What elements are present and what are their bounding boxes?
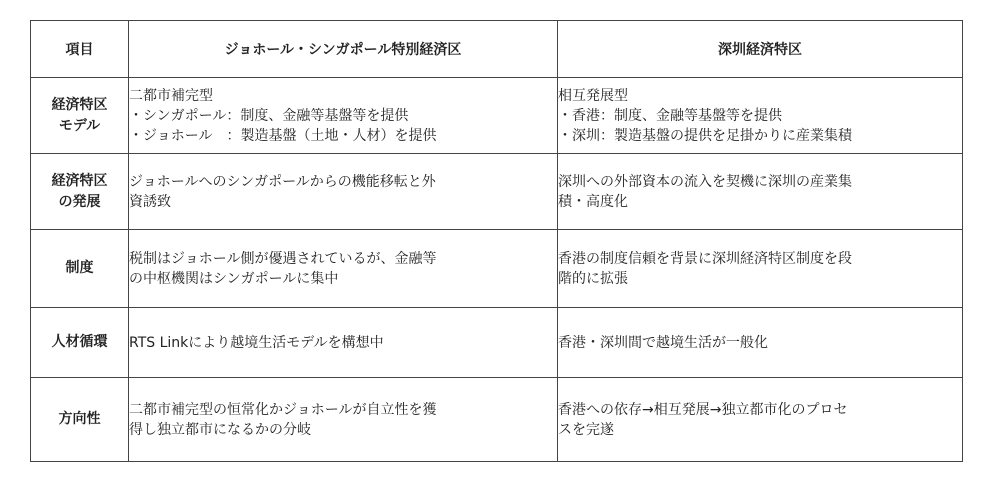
row-label-line: 方向性	[58, 411, 101, 427]
johor-cell	[129, 230, 558, 308]
cell-line: 二都市補完型の恒常化かジョホールが自立性を獲	[129, 401, 437, 418]
cell-line: 相互発展型	[558, 87, 628, 104]
shenzhen-cell	[558, 230, 963, 308]
table-row	[31, 378, 963, 462]
row-label	[31, 230, 129, 308]
header-item: 項目	[31, 21, 129, 78]
table-row	[31, 230, 963, 308]
cell-line: 資誘致	[129, 193, 171, 210]
cell-line: スを完遂	[558, 421, 614, 438]
row-label-line: 経済特区	[51, 172, 108, 189]
cell-line: 二都市補完型	[129, 87, 213, 104]
cell-line: 香港の制度信頼を背景に深圳経済特区制度を段	[558, 250, 852, 267]
johor-cell	[129, 154, 558, 230]
table-row	[31, 78, 963, 154]
cell-line: ・シンガポール：制度、金融等基盤等を提供	[129, 107, 409, 124]
cell-line: ・香港：制度、金融等基盤等を提供	[558, 107, 782, 124]
row-label-line: 人材循環	[51, 334, 108, 350]
johor-cell	[129, 78, 558, 154]
shenzhen-cell	[558, 78, 963, 154]
shenzhen-cell	[558, 154, 963, 230]
cell-line: ジョホールへのシンガポールからの機能移転と外	[129, 173, 436, 190]
table-row	[31, 154, 963, 230]
row-label-line: の発展	[58, 193, 101, 210]
row-label-line: モデル	[58, 117, 101, 134]
row-label-line: 経済特区	[51, 96, 108, 113]
shenzhen-cell	[558, 308, 963, 378]
row-label-line: 制度	[65, 260, 94, 276]
table-row	[31, 308, 963, 378]
header-johor-singapore: ジョホール・シンガポール特別経済区	[129, 21, 558, 78]
cell-line: 税制はジョホール側が優遇されているが、金融等	[129, 250, 437, 267]
header-row	[31, 21, 963, 78]
cell-line: の中枢機関はシンガポールに集中	[129, 270, 339, 287]
johor-cell	[129, 378, 558, 462]
row-label	[31, 308, 129, 378]
cell-line: 得し独立都市になるかの分岐	[129, 421, 311, 438]
cell-line: ・ジョホール ：製造基盤（土地・人材）を提供	[129, 127, 437, 144]
comparison-table	[30, 20, 963, 462]
row-label	[31, 154, 129, 230]
cell-line: 積・高度化	[558, 193, 628, 210]
shenzhen-cell	[558, 378, 963, 462]
cell-line: 深圳への外部資本の流入を契機に深圳の産業集	[558, 173, 852, 190]
row-label	[31, 378, 129, 462]
cell-line: RTS Linkにより越境生活モデルを構想中	[129, 334, 384, 351]
header-shenzhen: 深圳経済特区	[558, 21, 963, 78]
cell-line: ・深圳：製造基盤の提供を足掛かりに産業集積	[558, 127, 852, 144]
johor-cell	[129, 308, 558, 378]
row-label	[31, 78, 129, 154]
cell-line: 階的に拡張	[558, 270, 628, 287]
cell-line: 香港・深圳間で越境生活が一般化	[558, 334, 768, 351]
cell-line: 香港への依存→相互発展→独立都市化のプロセ	[558, 401, 848, 418]
